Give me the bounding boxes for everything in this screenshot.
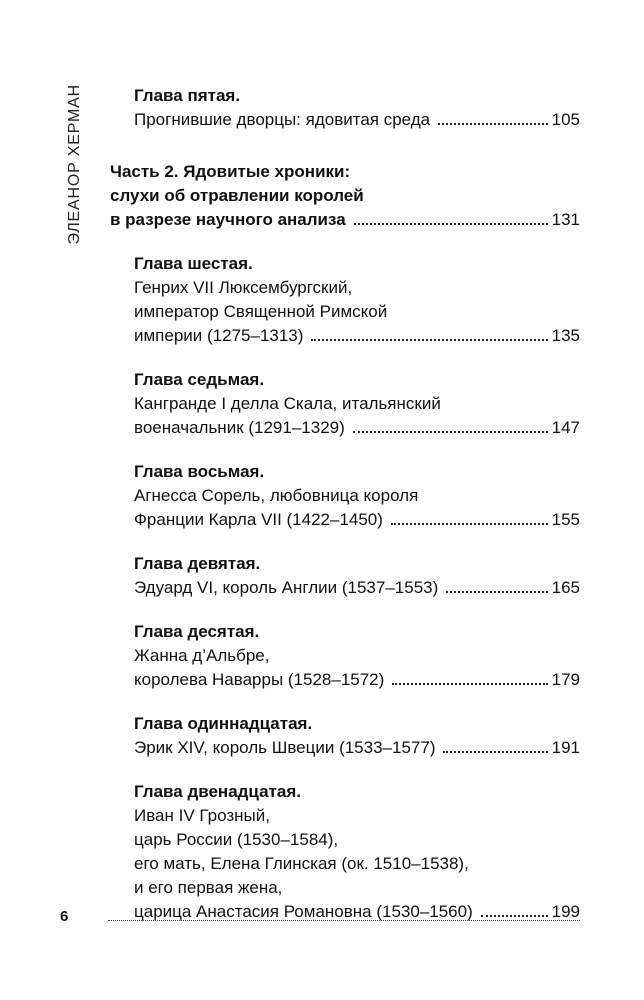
entry-line-text: Эдуард VI, король Англии (1537–1553) — [134, 578, 439, 597]
toc-chapter-entry — [110, 368, 580, 440]
table-of-contents — [110, 84, 580, 944]
entry-line — [134, 416, 580, 440]
chapter-title: Глава восьмая. — [134, 462, 265, 481]
page-number: 6 — [60, 908, 69, 925]
page-ref: 131 — [551, 210, 580, 229]
toc-part-entry — [110, 160, 580, 232]
dot-leader — [311, 338, 547, 341]
entry-line: царь России (1530–1584), — [134, 830, 339, 849]
dot-leader — [353, 430, 548, 433]
dot-leader — [391, 522, 548, 525]
part-title: Часть 2. Ядовитые хроники: — [110, 162, 351, 181]
entry-line — [134, 576, 580, 600]
running-head-text: ЭЛЕАНОР ХЕРМАН — [66, 83, 83, 245]
page-ref: 199 — [551, 902, 580, 921]
entry-line-text: царица Анастасия Романовна (1530–1560) — [134, 902, 473, 921]
entry-line-text: империи (1275–1313) — [134, 326, 304, 345]
entry-line: его мать, Елена Глинская (ок. 1510–1538), — [134, 854, 469, 873]
chapter-title: Глава девятая. — [134, 554, 261, 573]
entry-line — [134, 108, 580, 132]
entry-line: слухи об отравлении королей — [110, 186, 364, 205]
entry-line-text: в разрезе научного анализа — [110, 210, 346, 229]
entry-line — [134, 324, 580, 348]
entry-line — [134, 668, 580, 692]
page-ref: 179 — [551, 670, 580, 689]
dot-leader — [443, 750, 547, 753]
toc-chapter-entry — [110, 552, 580, 600]
chapter-title: Глава пятая. — [134, 86, 241, 105]
footer-dotted-rule — [108, 920, 580, 921]
entry-line-text: Эрик XIV, король Швеции (1533–1577) — [134, 738, 436, 757]
entry-line: император Священной Римской — [134, 302, 388, 321]
entry-line-text: Прогнившие дворцы: ядовитая среда — [134, 110, 431, 129]
toc-chapter-entry — [110, 780, 580, 924]
chapter-title: Глава седьмая. — [134, 370, 265, 389]
dot-leader — [446, 590, 547, 593]
chapter-title: Глава одиннадцатая. — [134, 714, 313, 733]
running-head — [60, 84, 90, 244]
entry-line — [134, 736, 580, 760]
entry-line: Кангранде I делла Скала, итальянский — [134, 394, 441, 413]
chapter-title: Глава десятая. — [134, 622, 260, 641]
entry-line: Агнесса Сорель, любовница короля — [134, 486, 419, 505]
toc-chapter-entry — [110, 712, 580, 760]
entry-line: Генрих VII Люксембургский, — [134, 278, 353, 297]
chapter-title: Глава шестая. — [134, 254, 253, 273]
entry-line — [134, 508, 580, 532]
entry-line — [110, 208, 580, 232]
entry-line: Жанна д’Альбре, — [134, 646, 270, 665]
page-ref: 165 — [551, 578, 580, 597]
toc-chapter-entry — [110, 620, 580, 692]
entry-line: Иван IV Грозный, — [134, 806, 270, 825]
toc-chapter-entry — [110, 460, 580, 532]
page-ref: 147 — [551, 418, 580, 437]
page-ref: 135 — [551, 326, 580, 345]
chapter-title: Глава двенадцатая. — [134, 782, 301, 801]
page-ref: 191 — [551, 738, 580, 757]
toc-chapter-entry — [110, 252, 580, 348]
page-footer — [60, 908, 580, 925]
dot-leader — [438, 122, 548, 125]
toc-chapter-entry — [110, 84, 580, 132]
entry-line-text: королева Наварры (1528–1572) — [134, 670, 385, 689]
entry-line-text: военачальник (1291–1329) — [134, 418, 345, 437]
page-ref: 105 — [551, 110, 580, 129]
page-ref: 155 — [551, 510, 580, 529]
dot-leader — [354, 222, 548, 225]
dot-leader — [392, 682, 547, 685]
entry-line: и его первая жена, — [134, 878, 283, 897]
entry-line-text: Франции Карла VII (1422–1450) — [134, 510, 383, 529]
